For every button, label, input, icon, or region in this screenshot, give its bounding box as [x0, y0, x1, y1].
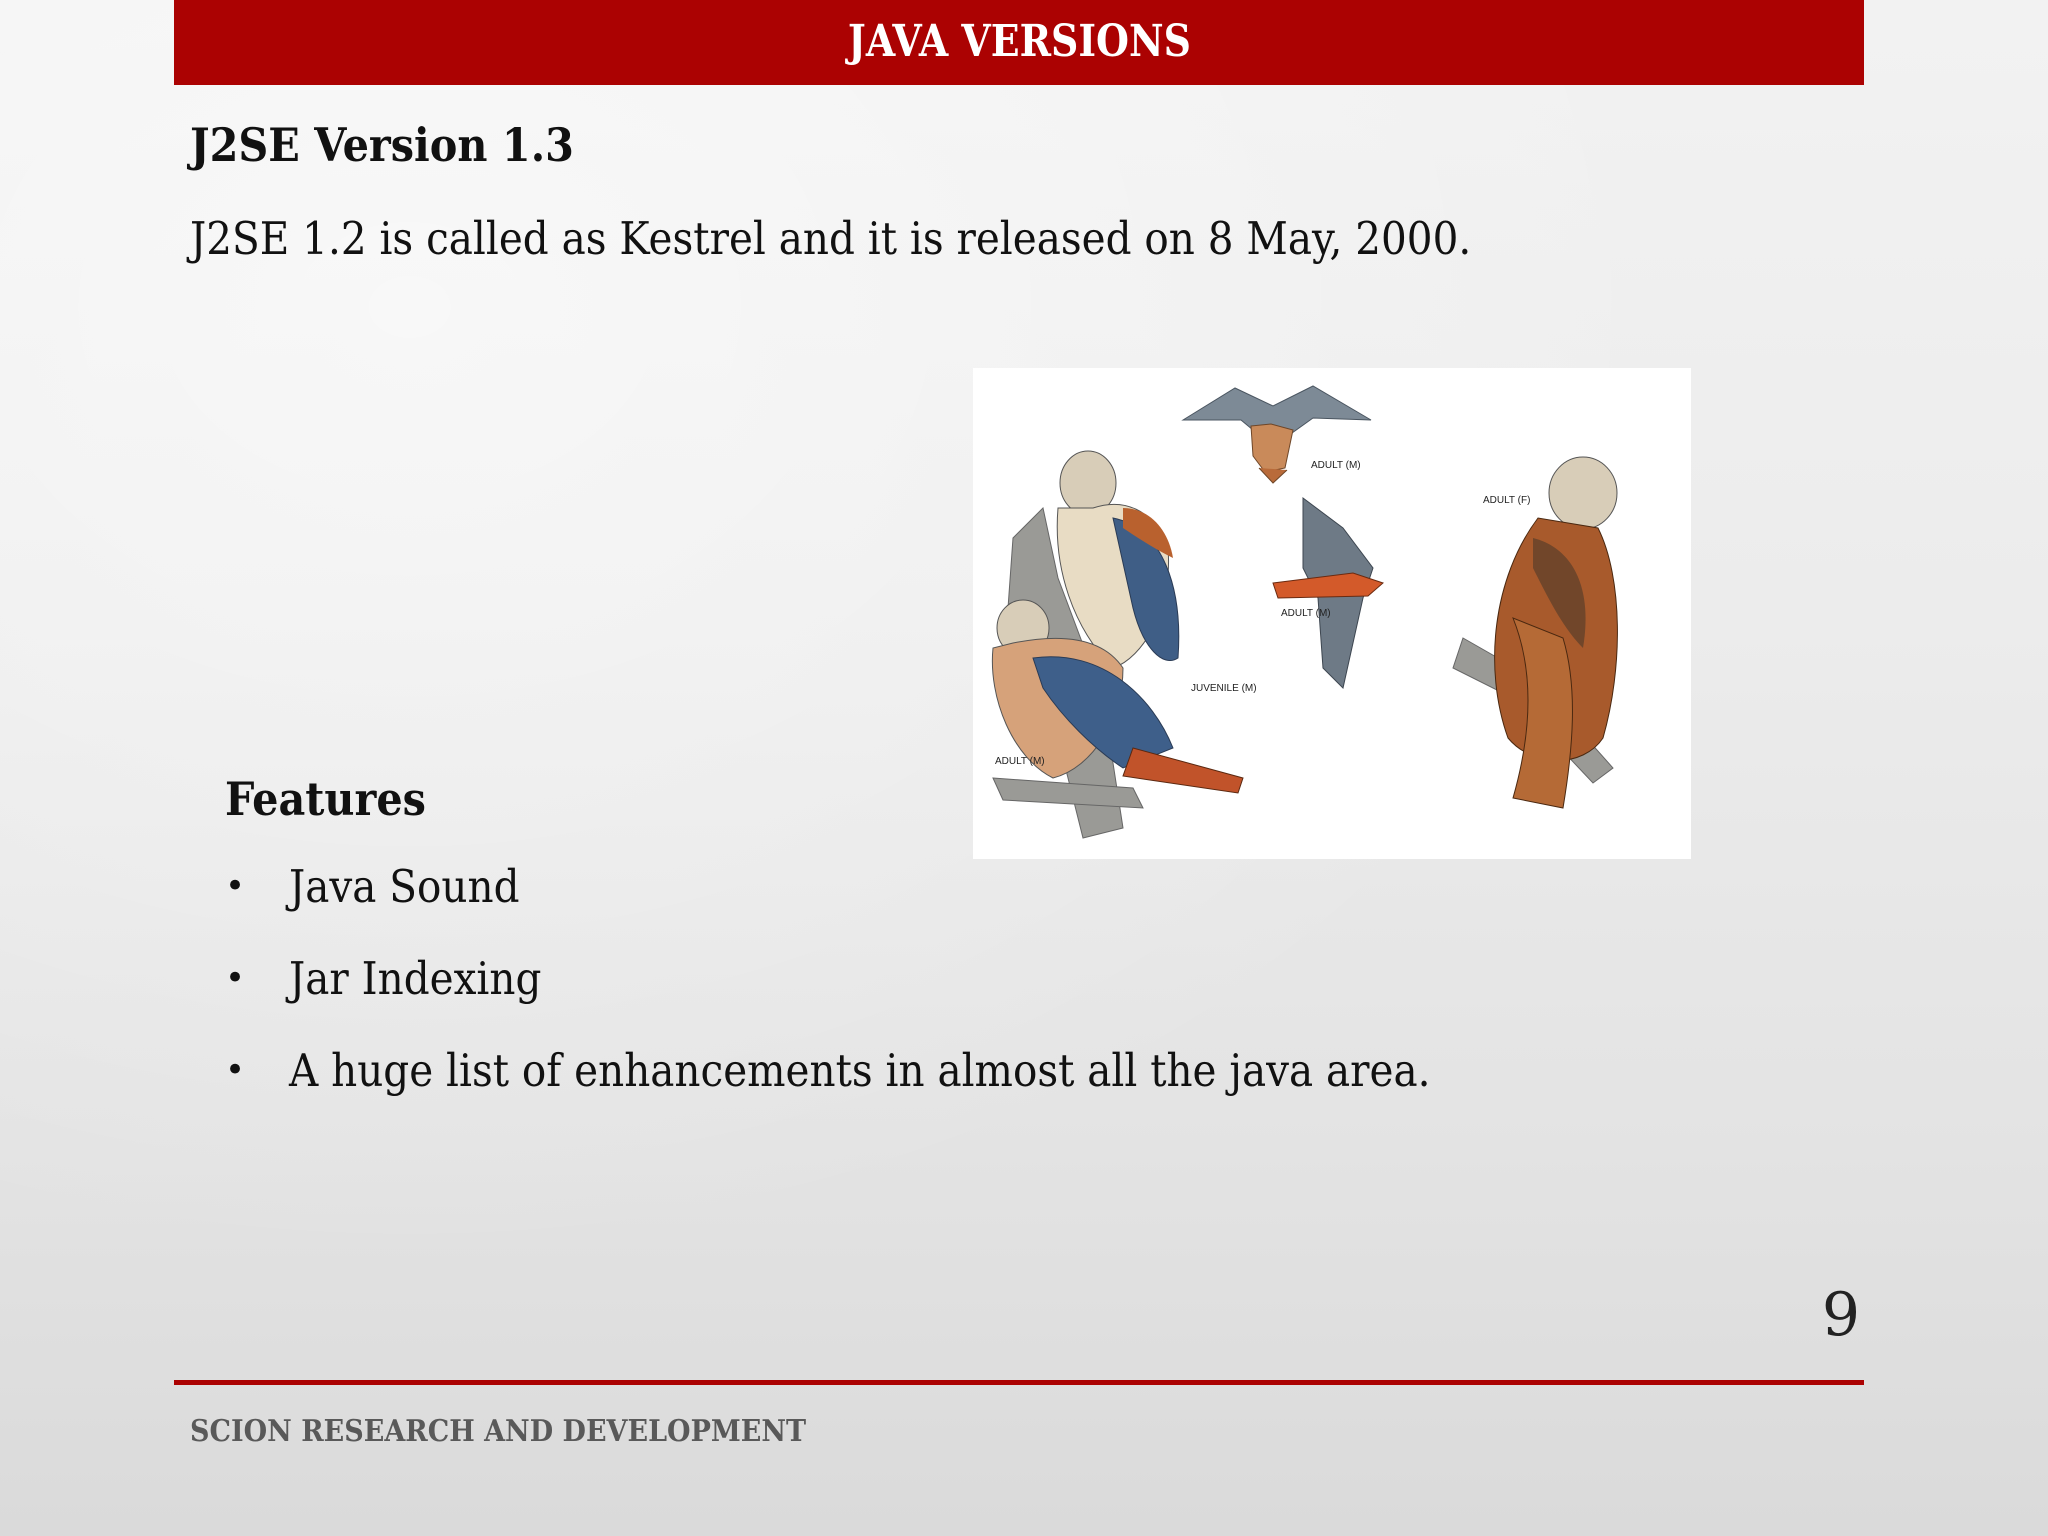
title-bar	[174, 0, 1864, 85]
slide-title: JAVA VERSIONS	[847, 16, 1191, 67]
feature-text: Jar Indexing	[289, 952, 542, 1005]
features-title: Features	[225, 772, 426, 826]
feature-text: A huge list of enhancements in almost all the java area.	[289, 1044, 1431, 1097]
kestrel-illustration	[973, 368, 1691, 859]
perched-kestrel-right	[1453, 457, 1617, 808]
page-number: 9	[1821, 1280, 1860, 1350]
footer-divider	[174, 1380, 1864, 1385]
bird-label-5: ADULT (F)	[1483, 495, 1531, 506]
bullet-icon: •	[225, 958, 246, 998]
bird-label-2: ADULT (M)	[995, 756, 1045, 767]
bird-label-1: ADULT (M)	[1311, 460, 1361, 471]
flying-kestrel-middle	[1273, 498, 1383, 688]
intro-text: J2SE 1.2 is called as Kestrel and it is released on 8 May, 2000.	[190, 212, 1472, 265]
bullet-icon: •	[225, 866, 246, 906]
bird-label-3: ADULT (M)	[1281, 608, 1331, 619]
bullet-icon: •	[225, 1050, 246, 1090]
feature-text: Java Sound	[289, 860, 520, 913]
bird-label-4: JUVENILE (M)	[1191, 683, 1257, 694]
footer-text: SCION RESEARCH AND DEVELOPMENT	[190, 1414, 807, 1449]
slide-heading: J2SE Version 1.3	[190, 118, 574, 172]
kestrel-illustration-svg	[973, 368, 1691, 859]
